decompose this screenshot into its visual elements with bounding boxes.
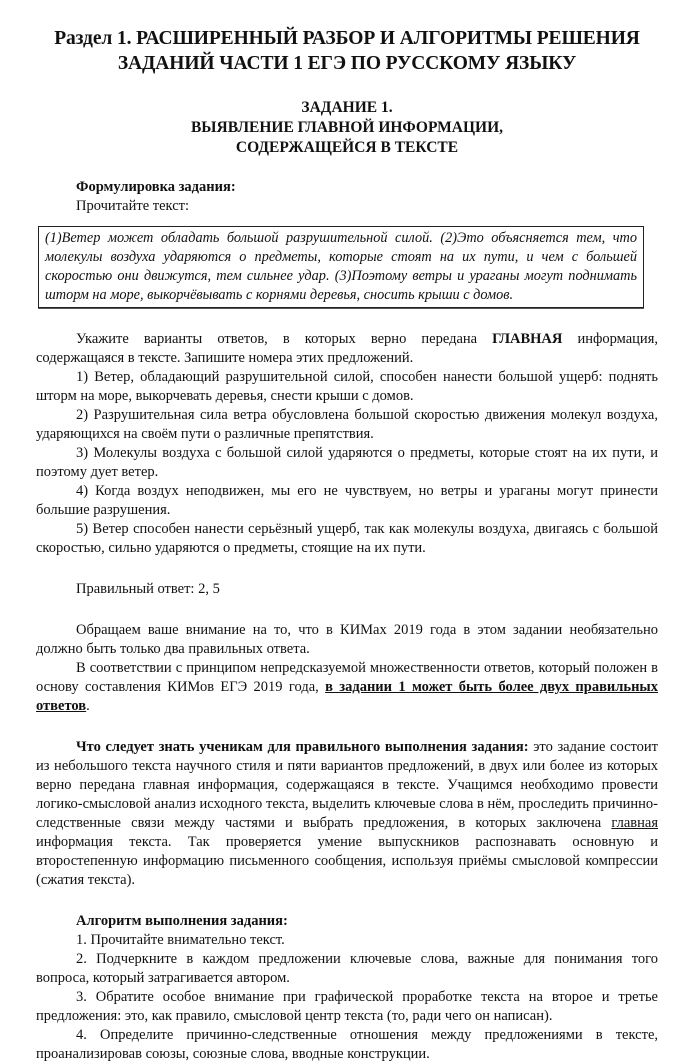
knowledge-text-before: это задание состоит из небольшого текста научного стиля и пяти вариантов предложений, в двух или более из которых верно передана главная информация, содержащаяся в тексте. Учащимся необходимо провести логико-смысловой анализ исходного текста, выделить ключевые слова в нём, проследить причинно-следственные связи между частями и выбрать предложения, в которых заключена: [36, 739, 658, 831]
source-text-box: (1)Ветер может обладать большой разрушительной силой. (2)Это объясняется тем, что молекулы воздуха ударяются о предметы, которые стоят на их пути, и чем с большей скоростью они движутся, тем сильнее удар. (3)Поэтому ветры и ураганы могут поднимать шторм на море, выкорчёвывать с корнями деревья, сносить крыши с домов.: [38, 226, 644, 308]
knowledge-text-after: информация текста. Так проверяется умение выпускников распознавать основную и второстепенную информацию письменного сообщения, используя приёмы смысловой компрессии (сжатия текста).: [36, 834, 658, 888]
section-title-line-1: Раздел 1. РАСШИРЕННЫЙ РАЗБОР И АЛГОРИТМЫ РЕШЕНИЯ: [54, 28, 640, 49]
note-text-after: .: [86, 698, 90, 714]
knowledge-paragraph: [36, 738, 658, 890]
answer-option: 2) Разрушительная сила ветра обусловлена большой скоростью движения молекул воздуха, ударяющихся на своём пути о различные препятствия.: [36, 407, 658, 442]
algorithm-heading: Алгоритм выполнения задания:: [76, 913, 288, 929]
task-title-line-3: СОДЕРЖАЩЕЙСЯ В ТЕКСТЕ: [235, 139, 459, 156]
question-text-before: Укажите варианты ответов, в которых верно передана: [76, 331, 493, 347]
algorithm-step: 3. Обратите особое внимание при графической проработке текста на второе и третье предложения: это, как правило, смысловой центр текста (то, ради чего он написан).: [36, 989, 658, 1024]
formulation-heading: Формулировка задания:: [76, 179, 236, 195]
document-page: [36, 26, 658, 1064]
algorithm-step: 1. Прочитайте внимательно текст.: [76, 932, 285, 948]
answer-options-list: [36, 368, 658, 558]
section-heading: [36, 26, 658, 76]
question-text-after: информация, содержащаяся в тексте. Запишите номера этих предложений.: [36, 331, 658, 366]
correct-answer: Правильный ответ: 2, 5: [76, 581, 220, 597]
answer-option: 5) Ветер способен нанести серьёзный ущерб, так как молекулы воздуха, двигаясь с большой скоростью, сильно ударяются о предметы, стоящие на их пути.: [36, 521, 658, 556]
answer-option: 3) Молекулы воздуха с большой силой ударяются о предметы, которые стоят на их пути, и поэтому дует ветер.: [36, 445, 658, 480]
read-instruction: Прочитайте текст:: [76, 198, 190, 214]
knowledge-lead: Что следует знать ученикам для правильного выполнения задания:: [76, 739, 529, 755]
question-text: [36, 330, 658, 368]
question-emphasis: ГЛАВНАЯ: [492, 331, 563, 347]
note-paragraph-2: [36, 659, 658, 716]
answer-option: 1) Ветер, обладающий разрушительной силой, способен нанести большой ущерб: поднять шторм на море, выкорчевать деревья, снести крыши с домов.: [36, 369, 658, 404]
task-title-line-2: ВЫЯВЛЕНИЕ ГЛАВНОЙ ИНФОРМАЦИИ,: [190, 119, 504, 136]
task-title-line-1: ЗАДАНИЕ 1.: [301, 99, 393, 116]
algorithm-steps-list: [36, 931, 658, 1064]
knowledge-underlined-word: главная: [611, 815, 658, 831]
answer-option: 4) Когда воздух неподвижен, мы его не чувствуем, но ветры и ураганы могут принести большие разрушения.: [36, 483, 658, 518]
section-title-line-2: ЗАДАНИЙ ЧАСТИ 1 ЕГЭ ПО РУССКОМУ ЯЗЫКУ: [117, 53, 577, 74]
note-paragraph-1: Обращаем ваше внимание на то, что в КИМах 2019 года в этом задании необязательно должно быть только два правильных ответа.: [36, 622, 658, 657]
algorithm-step: 4. Определите причинно-следственные отношения между предложениями в тексте, проанализировав союзы, союзные слова, вводные конструкции.: [36, 1027, 658, 1062]
note-text-before: В соответствии с принципом непредсказуемой множественности ответов, который положен в основу составления КИМов ЕГЭ 2019 года,: [36, 660, 658, 695]
note-emphasis: в задании 1 может быть более двух правильных ответов: [36, 679, 659, 714]
algorithm-step: 2. Подчеркните в каждом предложении ключевые слова, важные для понимания того вопроса, который затрагивается автором.: [36, 951, 658, 986]
task-heading: [36, 98, 658, 158]
